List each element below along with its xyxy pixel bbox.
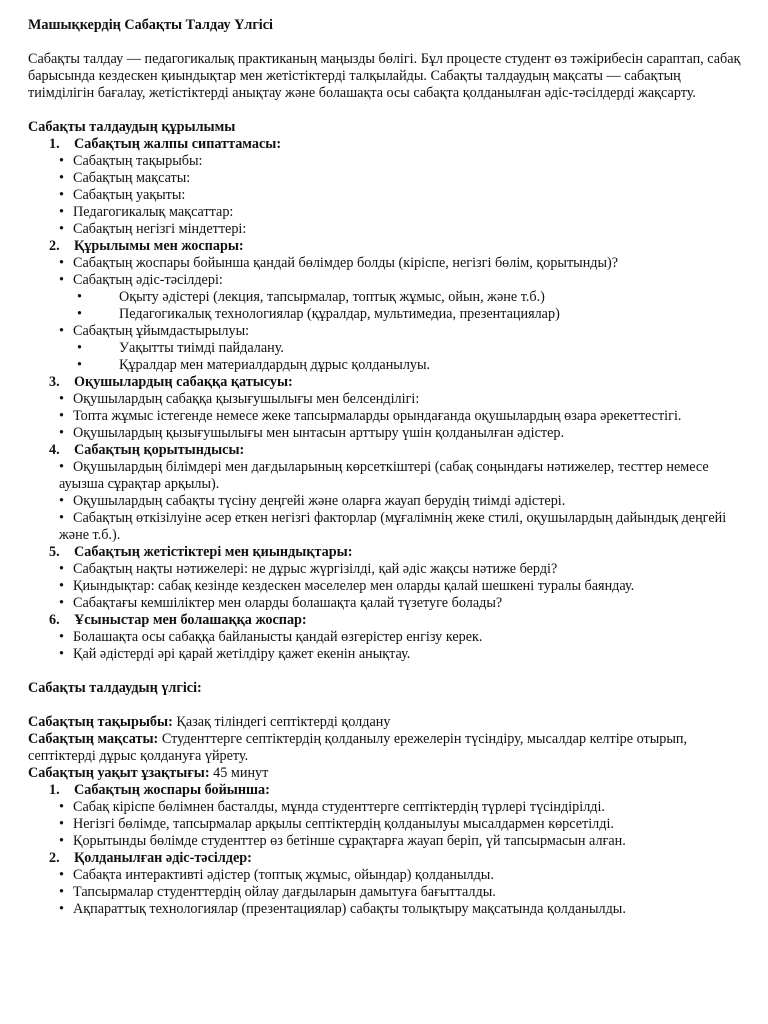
bullet: • xyxy=(59,561,64,577)
section-title: Сабақтың жетістіктері мен қиындықтары: xyxy=(74,544,353,560)
sample-duration xyxy=(28,765,748,782)
document xyxy=(28,17,748,918)
section-5-heading xyxy=(28,544,748,561)
section-title: Қолданылған әдіс-тәсілдер: xyxy=(74,850,252,866)
section-title: Құрылымы мен жоспары: xyxy=(74,238,244,254)
sample-section-2-heading xyxy=(28,850,748,867)
structure-heading: Сабақты талдаудың құрылымы xyxy=(28,119,236,135)
list-item: • Қай әдістерді әрі қарай жетілдіру қажет екенін анықтау. xyxy=(59,646,411,662)
sub-list-item: • Педагогикалық технологиялар (құралдар, мультимедиа, презентациялар) xyxy=(77,306,560,322)
list-item: • Топта жұмыс істегенде немесе жеке тапсырмаларды орындағанда оқушылардың өзара әрекеттестігі. xyxy=(59,408,682,424)
sample-section-1-heading xyxy=(28,782,748,799)
bullet: • xyxy=(59,459,64,475)
topic-value: Қазақ тіліндегі септіктерді қолдану xyxy=(172,714,391,730)
bullet: • xyxy=(59,170,64,186)
list-item: • Оқушылардың сабаққа қызығушылығы мен белсенділігі: xyxy=(59,391,420,407)
bullet: • xyxy=(59,510,64,526)
sub-list-item: • Оқыту әдістері (лекция, тапсырмалар, топтық жұмыс, ойын, және т.б.) xyxy=(77,289,545,305)
sub-list-item: • Құралдар мен материалдардың дұрыс қолданылуы. xyxy=(77,357,431,373)
bullet: • xyxy=(59,187,64,203)
intro-paragraph: Сабақты талдау — педагогикалық практиканың маңызды бөлігі. Бұл процесте студент өз тәжірибесін сараптап, сабақ барысында кездескен қиындықтар мен жетістіктерді талқылайды. Сабақты талдаудың мақсаты — сабақтың тиімділігін бағалау, жетістіктерді анықтау және болашақта осы сабақта қолданылған әдіс-тәсілдерді жақсарту. xyxy=(28,51,741,101)
sample-heading: Сабақты талдаудың үлгісі: xyxy=(28,680,202,696)
sub-list-item: • Уақытты тиімді пайдалану. xyxy=(77,340,284,356)
duration-value: 45 минут xyxy=(209,765,269,781)
bullet: • xyxy=(59,884,64,900)
list-item: • Сабақтың негізгі міндеттері: xyxy=(59,221,247,237)
bullet: • xyxy=(77,357,82,373)
bullet: • xyxy=(59,833,64,849)
bullet: • xyxy=(59,646,64,662)
bullet: • xyxy=(59,629,64,645)
bullet: • xyxy=(59,901,64,917)
bullet: • xyxy=(59,272,64,288)
bullet: • xyxy=(59,153,64,169)
section-title: Сабақтың қорытындысы: xyxy=(74,442,245,458)
section-number: 1. xyxy=(49,782,60,798)
section-4-heading xyxy=(28,442,748,459)
list-item: • Оқушылардың сабақты түсіну деңгейі және оларға жауап берудің тиімді әдістері. xyxy=(59,493,566,509)
sample-goal xyxy=(28,731,748,765)
section-title: Сабақтың жоспары бойынша: xyxy=(74,782,270,798)
section-3-heading xyxy=(28,374,748,391)
section-number: 6. xyxy=(49,612,60,628)
section-number: 4. xyxy=(49,442,60,458)
list-item: • Ақпараттық технологиялар (презентациялар) сабақты толықтыру мақсатында қолданылды. xyxy=(59,901,626,917)
list-item: • Сабақтың тақырыбы: xyxy=(59,153,203,169)
list-item: • Сабақтың жоспары бойынша қандай бөлімдер болды (кіріспе, негізгі бөлім, қорытынды)? xyxy=(59,255,619,271)
section-number: 1. xyxy=(49,136,60,152)
bullet: • xyxy=(59,799,64,815)
section-title: Оқушылардың сабаққа қатысуы: xyxy=(74,374,293,390)
list-item: • Сабақта интерактивті әдістер (топтық жұмыс, ойындар) қолданылды. xyxy=(59,867,494,883)
goal-value: Студенттерге септіктердің қолданылу ережелерін түсіндіру, мысалдар келтіре отырып, септіктерді дұрыс қолдануға үйрету. xyxy=(28,731,687,764)
bullet: • xyxy=(59,595,64,611)
section-title: Ұсыныстар мен болашаққа жоспар: xyxy=(74,612,307,628)
list-item: • Оқушылардың білімдері мен дағдыларының көрсеткіштері (сабақ соңындағы нәтижелер, тесттер немесе ауызша сұрақтар арқылы). xyxy=(59,459,709,492)
section-number: 2. xyxy=(49,850,60,866)
bullet: • xyxy=(59,221,64,237)
bullet: • xyxy=(59,867,64,883)
list-item: • Педагогикалық мақсаттар: xyxy=(59,204,234,220)
bullet: • xyxy=(59,816,64,832)
sample-topic xyxy=(28,714,748,731)
list-item: • Сабақтың мақсаты: xyxy=(59,170,191,186)
bullet: • xyxy=(59,255,64,271)
list-item: • Сабақтың ұйымдастырылуы: xyxy=(59,323,250,339)
section-2-heading xyxy=(28,238,748,255)
section-number: 3. xyxy=(49,374,60,390)
bullet: • xyxy=(59,578,64,594)
bullet: • xyxy=(77,340,82,356)
section-number: 5. xyxy=(49,544,60,560)
list-item: • Болашақта осы сабаққа байланысты қандай өзгерістер енгізу керек. xyxy=(59,629,483,645)
list-item: • Сабақтың өткізілуіне әсер еткен негізгі факторлар (мұғалімнің жеке стилі, оқушылардың дайындық деңгейі және т.б.). xyxy=(59,510,727,543)
bullet: • xyxy=(77,289,82,305)
section-number: 2. xyxy=(49,238,60,254)
list-item: • Қорытынды бөлімде студенттер өз бетінше сұрақтарға жауап беріп, үй тапсырмасын алған. xyxy=(59,833,626,849)
bullet: • xyxy=(59,391,64,407)
bullet: • xyxy=(59,425,64,441)
list-item: • Сабақтың нақты нәтижелері: не дұрыс жүргізілді, қай әдіс жақсы нәтиже берді? xyxy=(59,561,558,577)
section-1-heading xyxy=(28,136,748,153)
list-item: • Тапсырмалар студенттердің ойлау дағдыларын дамытуға бағытталды. xyxy=(59,884,496,900)
bullet: • xyxy=(77,306,82,322)
list-item: • Қиындықтар: сабақ кезінде кездескен мәселелер мен оларды қалай шешкені туралы баяндау. xyxy=(59,578,635,594)
section-title: Сабақтың жалпы сипаттамасы: xyxy=(74,136,282,152)
list-item: • Сабақтың әдіс-тәсілдері: xyxy=(59,272,223,288)
list-item: • Сабақ кіріспе бөлімнен басталды, мұнда студенттерге септіктердің түрлері түсіндірілді. xyxy=(59,799,605,815)
topic-label: Сабақтың тақырыбы: xyxy=(28,714,173,730)
list-item: • Оқушылардың қызығушылығы мен ынтасын арттыру үшін қолданылған әдістер. xyxy=(59,425,565,441)
document-title: Машықкердің Сабақты Талдау Үлгісі xyxy=(28,17,273,33)
list-item: • Сабақтың уақыты: xyxy=(59,187,186,203)
bullet: • xyxy=(59,493,64,509)
bullet: • xyxy=(59,204,64,220)
duration-label: Сабақтың уақыт ұзақтығы: xyxy=(28,765,210,781)
list-item: • Сабақтағы кемшіліктер мен оларды болашақта қалай түзетуге болады? xyxy=(59,595,503,611)
bullet: • xyxy=(59,408,64,424)
bullet: • xyxy=(59,323,64,339)
goal-label: Сабақтың мақсаты: xyxy=(28,731,159,747)
list-item: • Негізгі бөлімде, тапсырмалар арқылы септіктердің қолданылуы мысалдармен көрсетілді. xyxy=(59,816,614,832)
section-6-heading xyxy=(28,612,748,629)
